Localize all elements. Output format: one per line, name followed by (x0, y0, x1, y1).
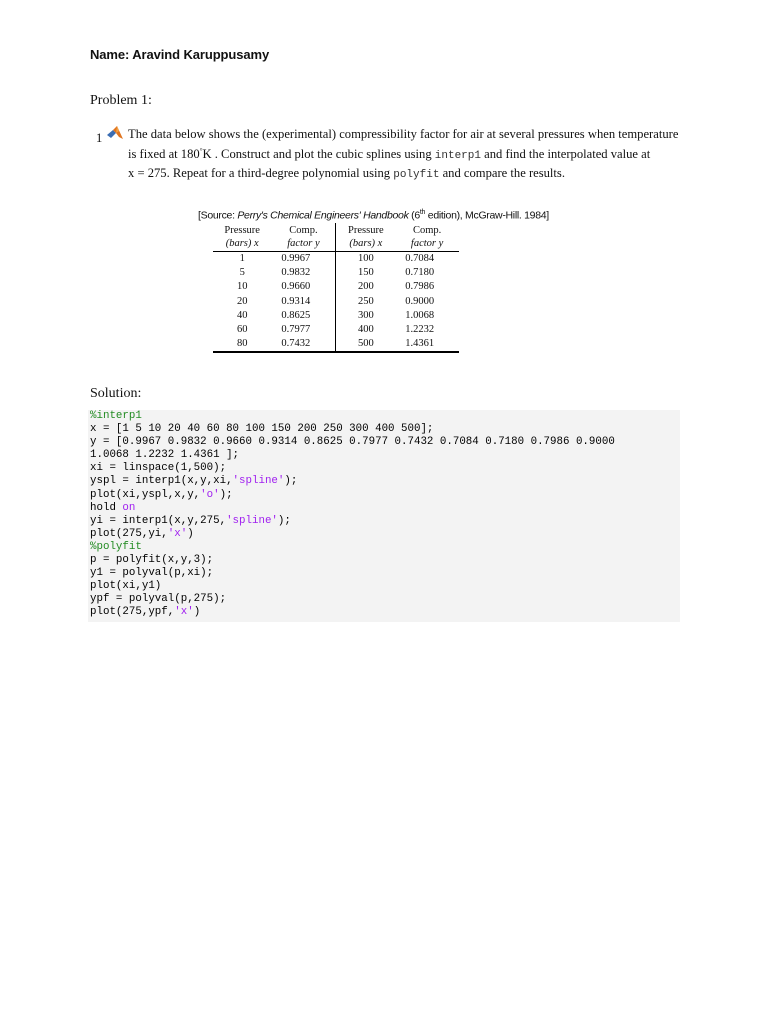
inline-code-polyfit: polyfit (393, 169, 440, 182)
table-row: 5 0.9832 150 0.7180 (213, 266, 459, 280)
code-line: plot(275,yi,'x') (90, 527, 194, 540)
code-line: y = [0.9967 0.9832 0.9660 0.9314 0.8625 0.7977 0.7432 0.7084 0.7180 0.7986 0.9000 (90, 436, 615, 449)
problem-line-2: is fixed at 180°K . Construct and plot the cubic splines using interp1 and find the interpolated value at (128, 147, 651, 163)
code-line: p = polyfit(x,y,3); (90, 554, 214, 567)
code-line: xi = linspace(1,500); (90, 462, 227, 475)
problem-statement (96, 126, 686, 184)
code-line: %polyfit (90, 540, 142, 553)
author-name: Name: Aravind Karuppusamy (90, 47, 270, 62)
code-line: plot(275,ypf,'x') (90, 606, 201, 619)
compressibility-table (213, 223, 459, 353)
code-line: x = [1 5 10 20 40 60 80 100 150 200 250 300 400 500]; (90, 423, 434, 436)
inline-code-interp1: interp1 (434, 150, 481, 163)
table-row: 20 0.9314 250 0.9000 (213, 295, 459, 309)
problem-line-1: The data below shows the (experimental) compressibility factor for air at several pressures when temperature (128, 127, 679, 141)
matlab-code-block (88, 410, 680, 622)
header-factor-1: Comp. factor y (271, 223, 336, 252)
code-line: 1.0068 1.2232 1.4361 ]; (90, 449, 240, 462)
code-line: yi = interp1(x,y,275,'spline'); (90, 514, 291, 527)
table-row: 60 0.7977 400 1.2232 (213, 323, 459, 337)
table-row: 10 0.9660 200 0.7986 (213, 280, 459, 294)
code-line: plot(xi,yspl,x,y,'o'); (90, 488, 233, 501)
table-source-caption: [Source: Perry's Chemical Engineers' Handbook (6th edition), McGraw-Hill. 1984] (198, 209, 549, 222)
code-line: ypf = polyval(p,275); (90, 593, 227, 606)
header-pressure-2: Pressure (bars) x (336, 223, 395, 252)
problem-heading: Problem 1: (90, 93, 152, 108)
code-line: %interp1 (90, 410, 142, 422)
header-factor-2: Comp. factor y (395, 223, 459, 252)
table-header-row (213, 223, 459, 252)
solution-heading: Solution: (90, 386, 142, 401)
table-row: 40 0.8625 300 1.0068 (213, 309, 459, 323)
header-pressure-1: Pressure (bars) x (213, 223, 271, 252)
table-row: 1 0.9967 100 0.7084 (213, 252, 459, 267)
code-line: y1 = polyval(p,xi); (90, 567, 214, 580)
code-line: yspl = interp1(x,y,xi,'spline'); (90, 475, 298, 488)
code-line: hold on (90, 501, 136, 514)
problem-line-3: x = 275. Repeat for a third-degree polynomial using polyfit and compare the results. (128, 166, 565, 182)
table-row: 80 0.7432 500 1.4361 (213, 337, 459, 352)
problem-number: 1 (96, 131, 103, 145)
matlab-logo-icon (106, 126, 124, 140)
code-line: plot(xi,y1) (90, 580, 162, 593)
